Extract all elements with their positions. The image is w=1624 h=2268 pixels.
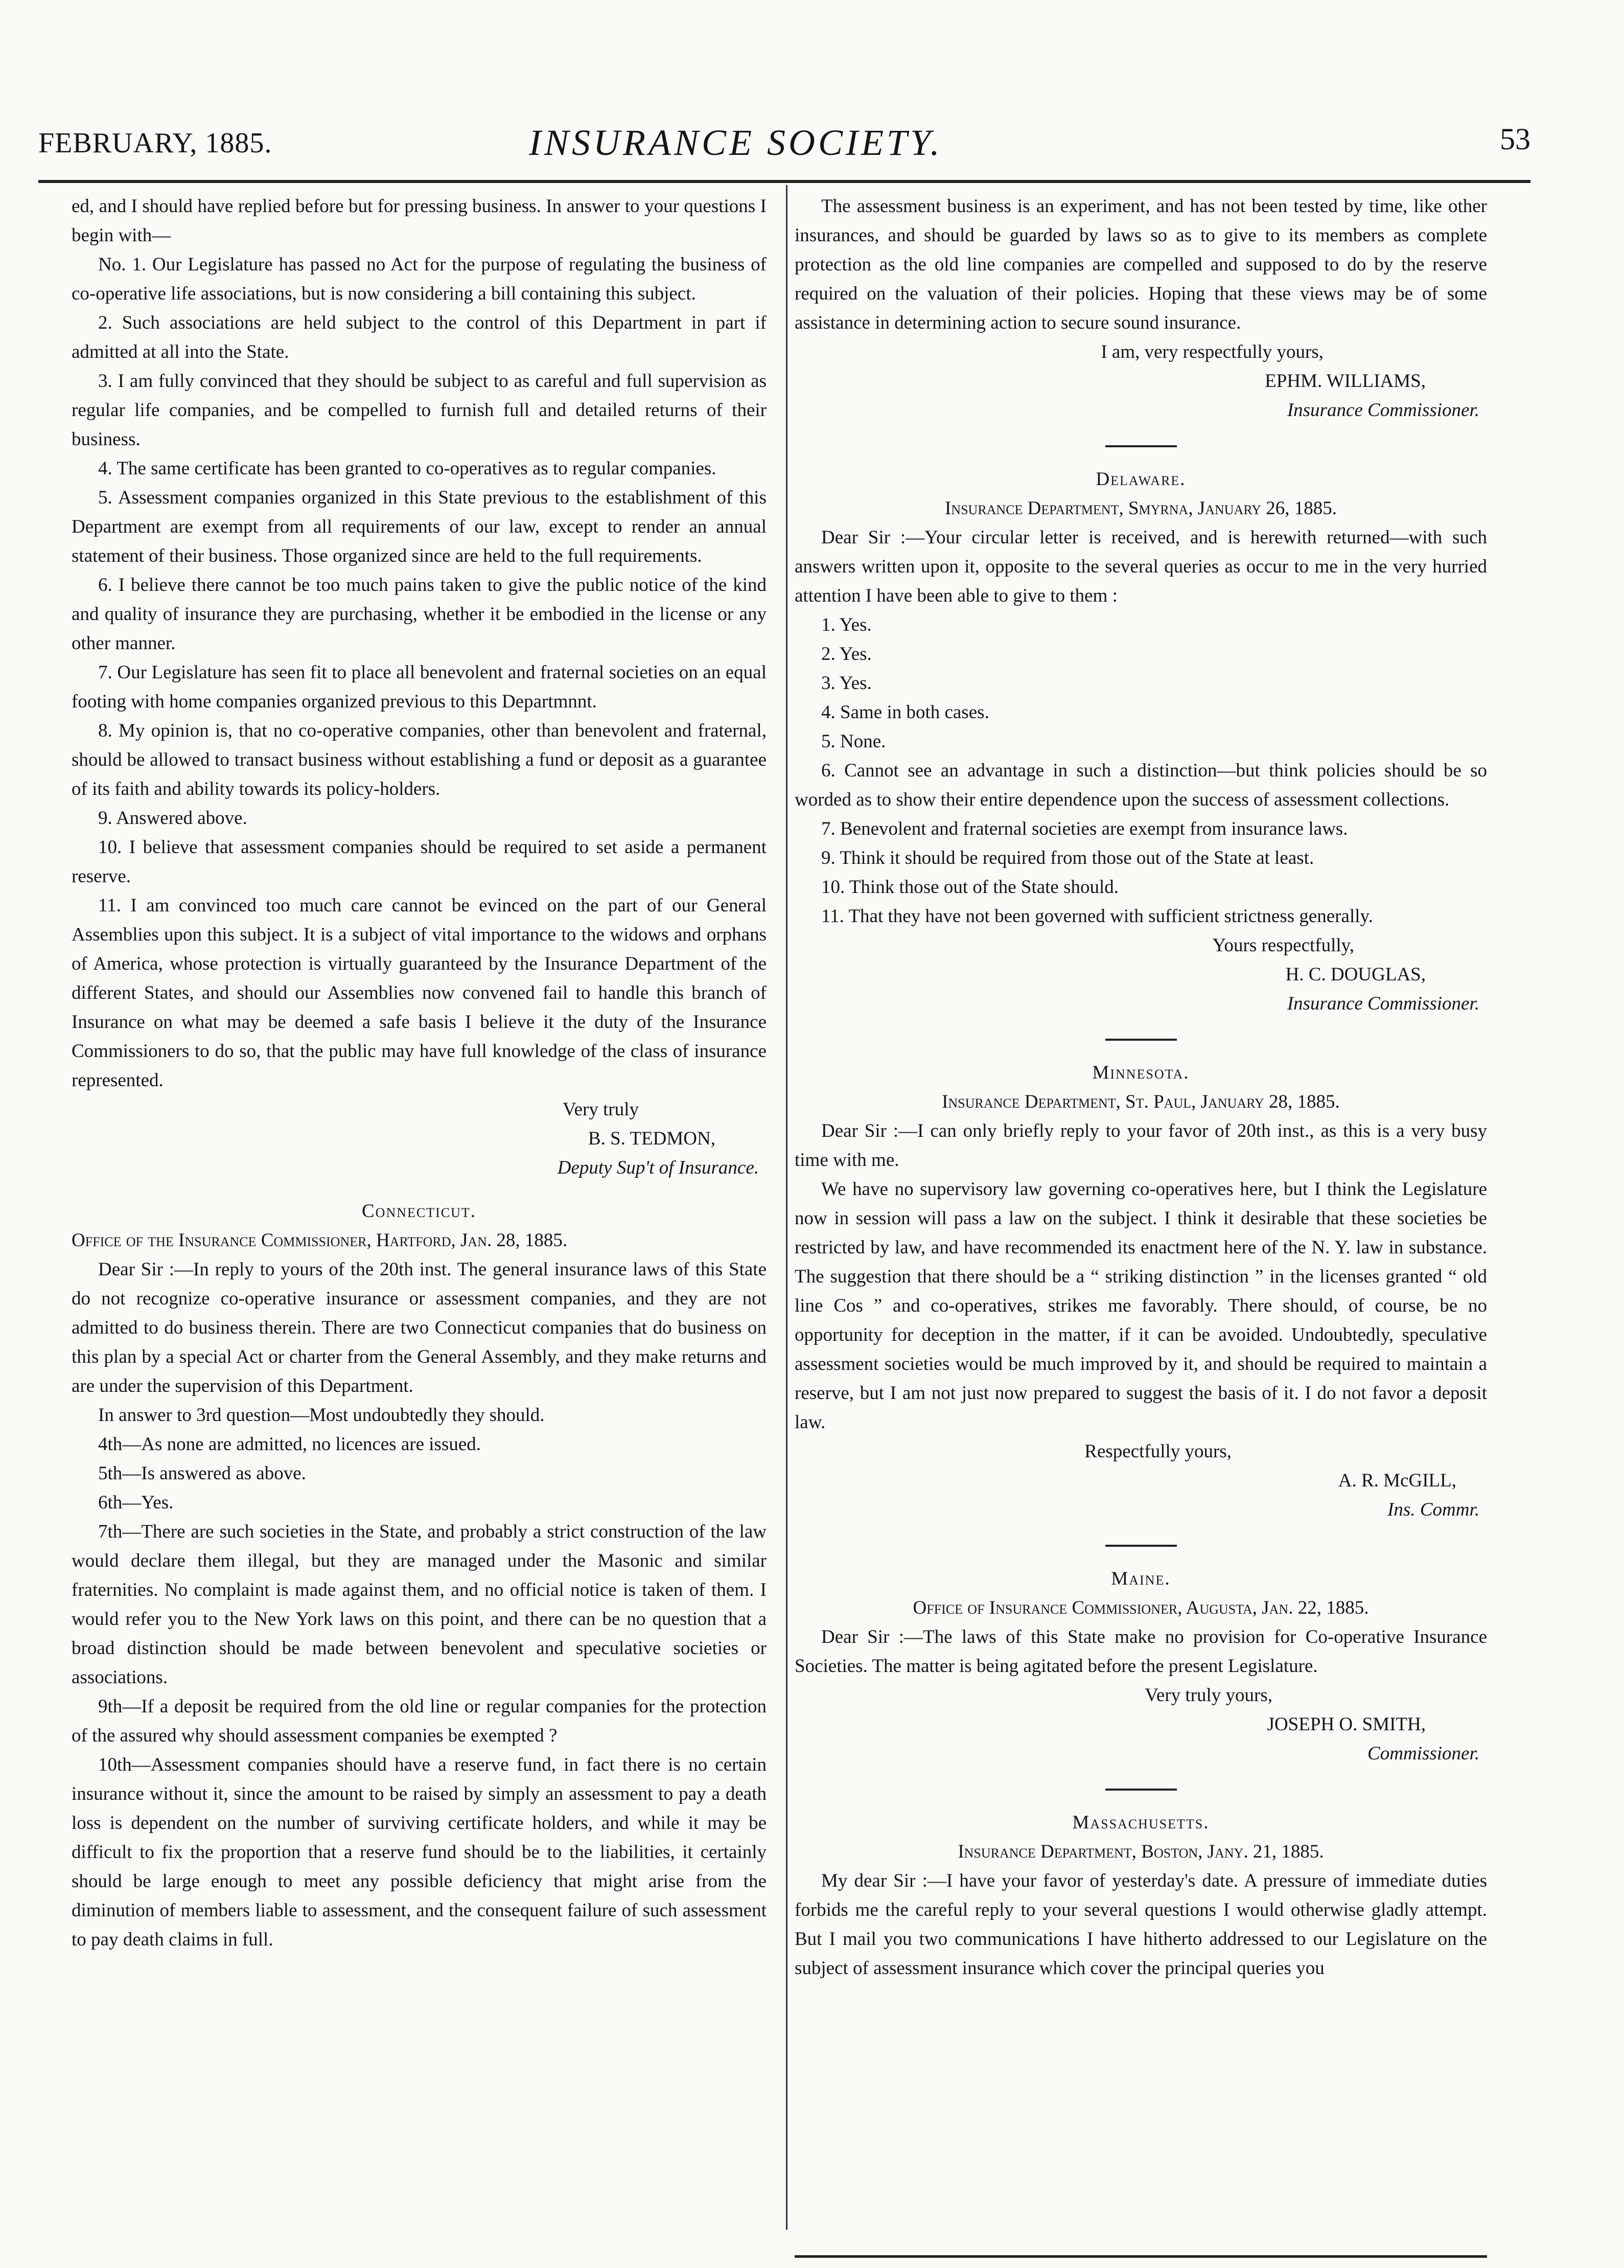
right-column (795, 192, 1487, 1983)
letter-body: We have no supervisory law governing co-operatives here, but I think the Legislature now in session will pass a law on the subject. I think it desirable that these societies be restricted by law, and have recommended its enactment here of the N. Y. law in substance. The suggestion that there should be a “ striking distinction ” in the licenses granted “ old line Cos ” and co-operatives, strikes me favorably. There should, of course, be no opportunity for deception in the matter, if it can be avoided. Undoubtedly, speculative assessment societies would be much improved by it, and should be required to maintain a reserve, but I am not just now prepared to suggest the basis of it. I do not favor a deposit law. (795, 1179, 1487, 1433)
answer-8: 8. My opinion is, that no co-operative companies, other than benevolent and fraternal, should be allowed to transact business without establishing a fund or deposit as a guarantee of its faith and ability towards its policy-holders. (72, 720, 767, 799)
section-heading-maine: Maine. (1111, 1568, 1171, 1589)
signature-title: Commissioner. (1367, 1743, 1479, 1764)
answer-2: 2. Such associations are held subject to the control of this Department in part if admitted at all into the State. (72, 312, 767, 362)
answer-item: 7. Benevolent and fraternal societies are exempt from insurance laws. (821, 818, 1348, 839)
signature-name: A. R. McGILL, (1338, 1470, 1456, 1491)
answer-4: 4. The same certificate has been granted to co-operatives as to regular companies. (98, 458, 716, 479)
column-divider (786, 185, 787, 2230)
signature-closing: Very truly (563, 1099, 639, 1120)
letter-body: Dear Sir :—The laws of this State make no provision for Co-operative Insurance Societies. The matter is being agitated before the present Legislature. (795, 1626, 1487, 1677)
answer-10: 10. I believe that assessment companies should be required to set aside a permanent reserve. (72, 837, 767, 887)
answer-item: 10. Think those out of the State should. (821, 877, 1119, 898)
signature-title: Insurance Commissioner. (1287, 993, 1479, 1014)
answer-11: 11. I am convinced too much care cannot be evinced on the part of our General Assemblies upon this subject. It is a subject of vital importance to the widows and orphans of America, whose protection is virtually guaranteed by the Insurance Department of the different States, and should our Assemblies now convened fail to handle this branch of Insurance on what may be deemed a safe basis I believe it the duty of the Insurance Commissioners to do so, that the public may have full knowledge of the class of insurance represented. (72, 895, 767, 1091)
signature-closing: I am, very respectfully yours, (1101, 341, 1324, 362)
section-heading-massachusetts: Massachusetts. (1072, 1812, 1210, 1833)
dateline-maine: Office of Insurance Commissioner, Augusta, Jan. 22, 1885. (913, 1597, 1369, 1618)
letter-body: My dear Sir :—I have your favor of yesterday's date. A pressure of immediate duties forbids me the careful reply to your several questions I would otherwise gladly attempt. But I mail you two communications I have hitherto addressed to our Legislature on the subject of assessment insurance which cover the principal queries you (795, 1870, 1487, 1979)
answer-3rd: In answer to 3rd question—Most undoubtedly they should. (98, 1405, 545, 1426)
left-column (72, 192, 767, 1954)
dateline-connecticut: Office of the Insurance Commissioner, Hartford, Jan. 28, 1885. (72, 1230, 568, 1251)
signature-title: Insurance Commissioner. (1287, 400, 1479, 421)
answer-6: 6. I believe there cannot be too much pains taken to give the public notice of the kind and quality of insurance they are purchasing, whether it be embodied in the license or any other manner. (72, 575, 767, 654)
section-rule (1105, 1545, 1177, 1547)
answer-item: 2. Yes. (821, 644, 872, 665)
footer-rule (795, 2255, 1487, 2258)
journal-title: INSURANCE SOCIETY. (529, 122, 943, 163)
answer-1: No. 1. Our Legislature has passed no Act for the purpose of regulating the business of co-operative life associations, but is now considering a bill containing this subject. (72, 254, 767, 304)
section-heading-minnesota: Minnesota. (1092, 1062, 1190, 1083)
letter-body: Dear Sir :—I can only briefly reply to your favor of 20th inst., as this is a very busy time with me. (795, 1120, 1487, 1171)
letter-body: Dear Sir :—In reply to yours of the 20th inst. The general insurance laws of this State do not recognize co-operative insurance or assessment companies, and they are not admitted to do business therein. There are two Connecticut companies that do business on this plan by a special Act or charter from the General Assembly, and they make returns and are under the supervision of this Department. (72, 1259, 767, 1396)
answer-4th: 4th—As none are admitted, no licences are issued. (98, 1434, 481, 1455)
answer-item: 4. Same in both cases. (821, 702, 989, 723)
paragraph: The assessment business is an experiment, and has not been tested by time, like other insurances, and should be guarded by laws so as to give to its members as complete protection as the old line companies are compelled and supposed to do by the reserve required on the valuation of their policies. Hoping that these views may be of some assistance in determining action to secure sound insurance. (795, 196, 1487, 333)
section-heading-connecticut: Connecticut. (361, 1201, 477, 1222)
signature-name: H. C. DOUGLAS, (1285, 964, 1426, 985)
section-rule (1105, 1789, 1177, 1791)
answer-item: 5. None. (821, 731, 886, 752)
section-rule (1105, 1039, 1177, 1041)
answer-9th: 9th—If a deposit be required from the old line or regular companies for the protection of the assured why should assessment companies be exempted ? (72, 1696, 767, 1746)
answer-item: 6. Cannot see an advantage in such a distinction—but think policies should be so worded as to show their entire dependence upon the success of assessment collections. (795, 760, 1487, 810)
dateline-massachusetts: Insurance Department, Boston, Jany. 21, 1885. (958, 1841, 1324, 1862)
signature-closing: Very truly yours, (1145, 1685, 1272, 1706)
answer-item: 9. Think it should be required from those out of the State at least. (821, 847, 1314, 868)
answer-7th: 7th—There are such societies in the State, and probably a strict construction of the law would declare them illegal, but they are managed under the Masonic and similar fraternities. No complaint is made against them, and no official notice is taken of them. I would refer you to the New York laws on this point, and there can be no question that a broad distinction should be made between benevolent and speculative societies or associations. (72, 1521, 767, 1688)
answer-5: 5. Assessment companies organized in this State previous to the establishment of this Department are exempt from all requirements of our law, except to render an annual statement of their business. Those organized since are held to the full requirements. (72, 487, 767, 566)
page-number: 53 (1500, 122, 1530, 156)
answer-3: 3. I am fully convinced that they should be subject to as careful and full supervision as regular life companies, and be compelled to furnish full and detailed returns of their business. (72, 371, 767, 450)
answer-9: 9. Answered above. (98, 808, 247, 829)
dateline-minnesota: Insurance Department, St. Paul, January 28, 1885. (942, 1091, 1340, 1112)
paragraph: ed, and I should have replied before but for pressing business. In answer to your questions I begin with— (72, 196, 767, 246)
answer-item: 1. Yes. (821, 614, 872, 635)
issue-date: FEBRUARY, 1885. (38, 127, 272, 159)
answer-6th: 6th—Yes. (98, 1492, 174, 1513)
header-rule (38, 180, 1530, 183)
answer-5th: 5th—Is answered as above. (98, 1463, 306, 1484)
page-header (38, 122, 1530, 183)
section-rule (1105, 445, 1177, 447)
signature-closing: Respectfully yours, (1084, 1441, 1232, 1462)
signature-closing: Yours respectfully, (1212, 935, 1354, 956)
answer-item: 11. That they have not been governed with sufficient strictness generally. (821, 906, 1373, 927)
signature-title: Ins. Commr. (1387, 1499, 1479, 1520)
answer-7: 7. Our Legislature has seen fit to place all benevolent and fraternal societies on an equal footing with home companies organized previous to this Departmnnt. (72, 662, 767, 712)
section-heading-delaware: Delaware. (1096, 469, 1186, 490)
answer-item: 3. Yes. (821, 673, 872, 694)
signature-name: EPHM. WILLIAMS, (1265, 371, 1426, 392)
signature-title: Deputy Sup't of Insurance. (557, 1157, 759, 1178)
dateline-delaware: Insurance Department, Smyrna, January 26, 1885. (944, 498, 1337, 519)
signature-name: B. S. TEDMON, (588, 1128, 715, 1149)
signature-name: JOSEPH O. SMITH, (1267, 1714, 1426, 1735)
answer-10th: 10th—Assessment companies should have a reserve fund, in fact there is no certain insurance without it, since the amount to be raised by simply an assessment to pay a death loss is dependent on the number of surviving certificate holders, and while it may be difficult to fix the proportion that a reserve fund should be to the liabilities, it certainly should be large enough to meet any possible deficiency that might arise from the diminution of members liable to assessment, and the consequent failure of such assessment to pay death claims in full. (72, 1754, 767, 1950)
letter-body: Dear Sir :—Your circular letter is received, and is herewith returned—with such answers written upon it, opposite to the several queries as occur to me in the very hurried attention I have been able to give to them : (795, 527, 1487, 606)
